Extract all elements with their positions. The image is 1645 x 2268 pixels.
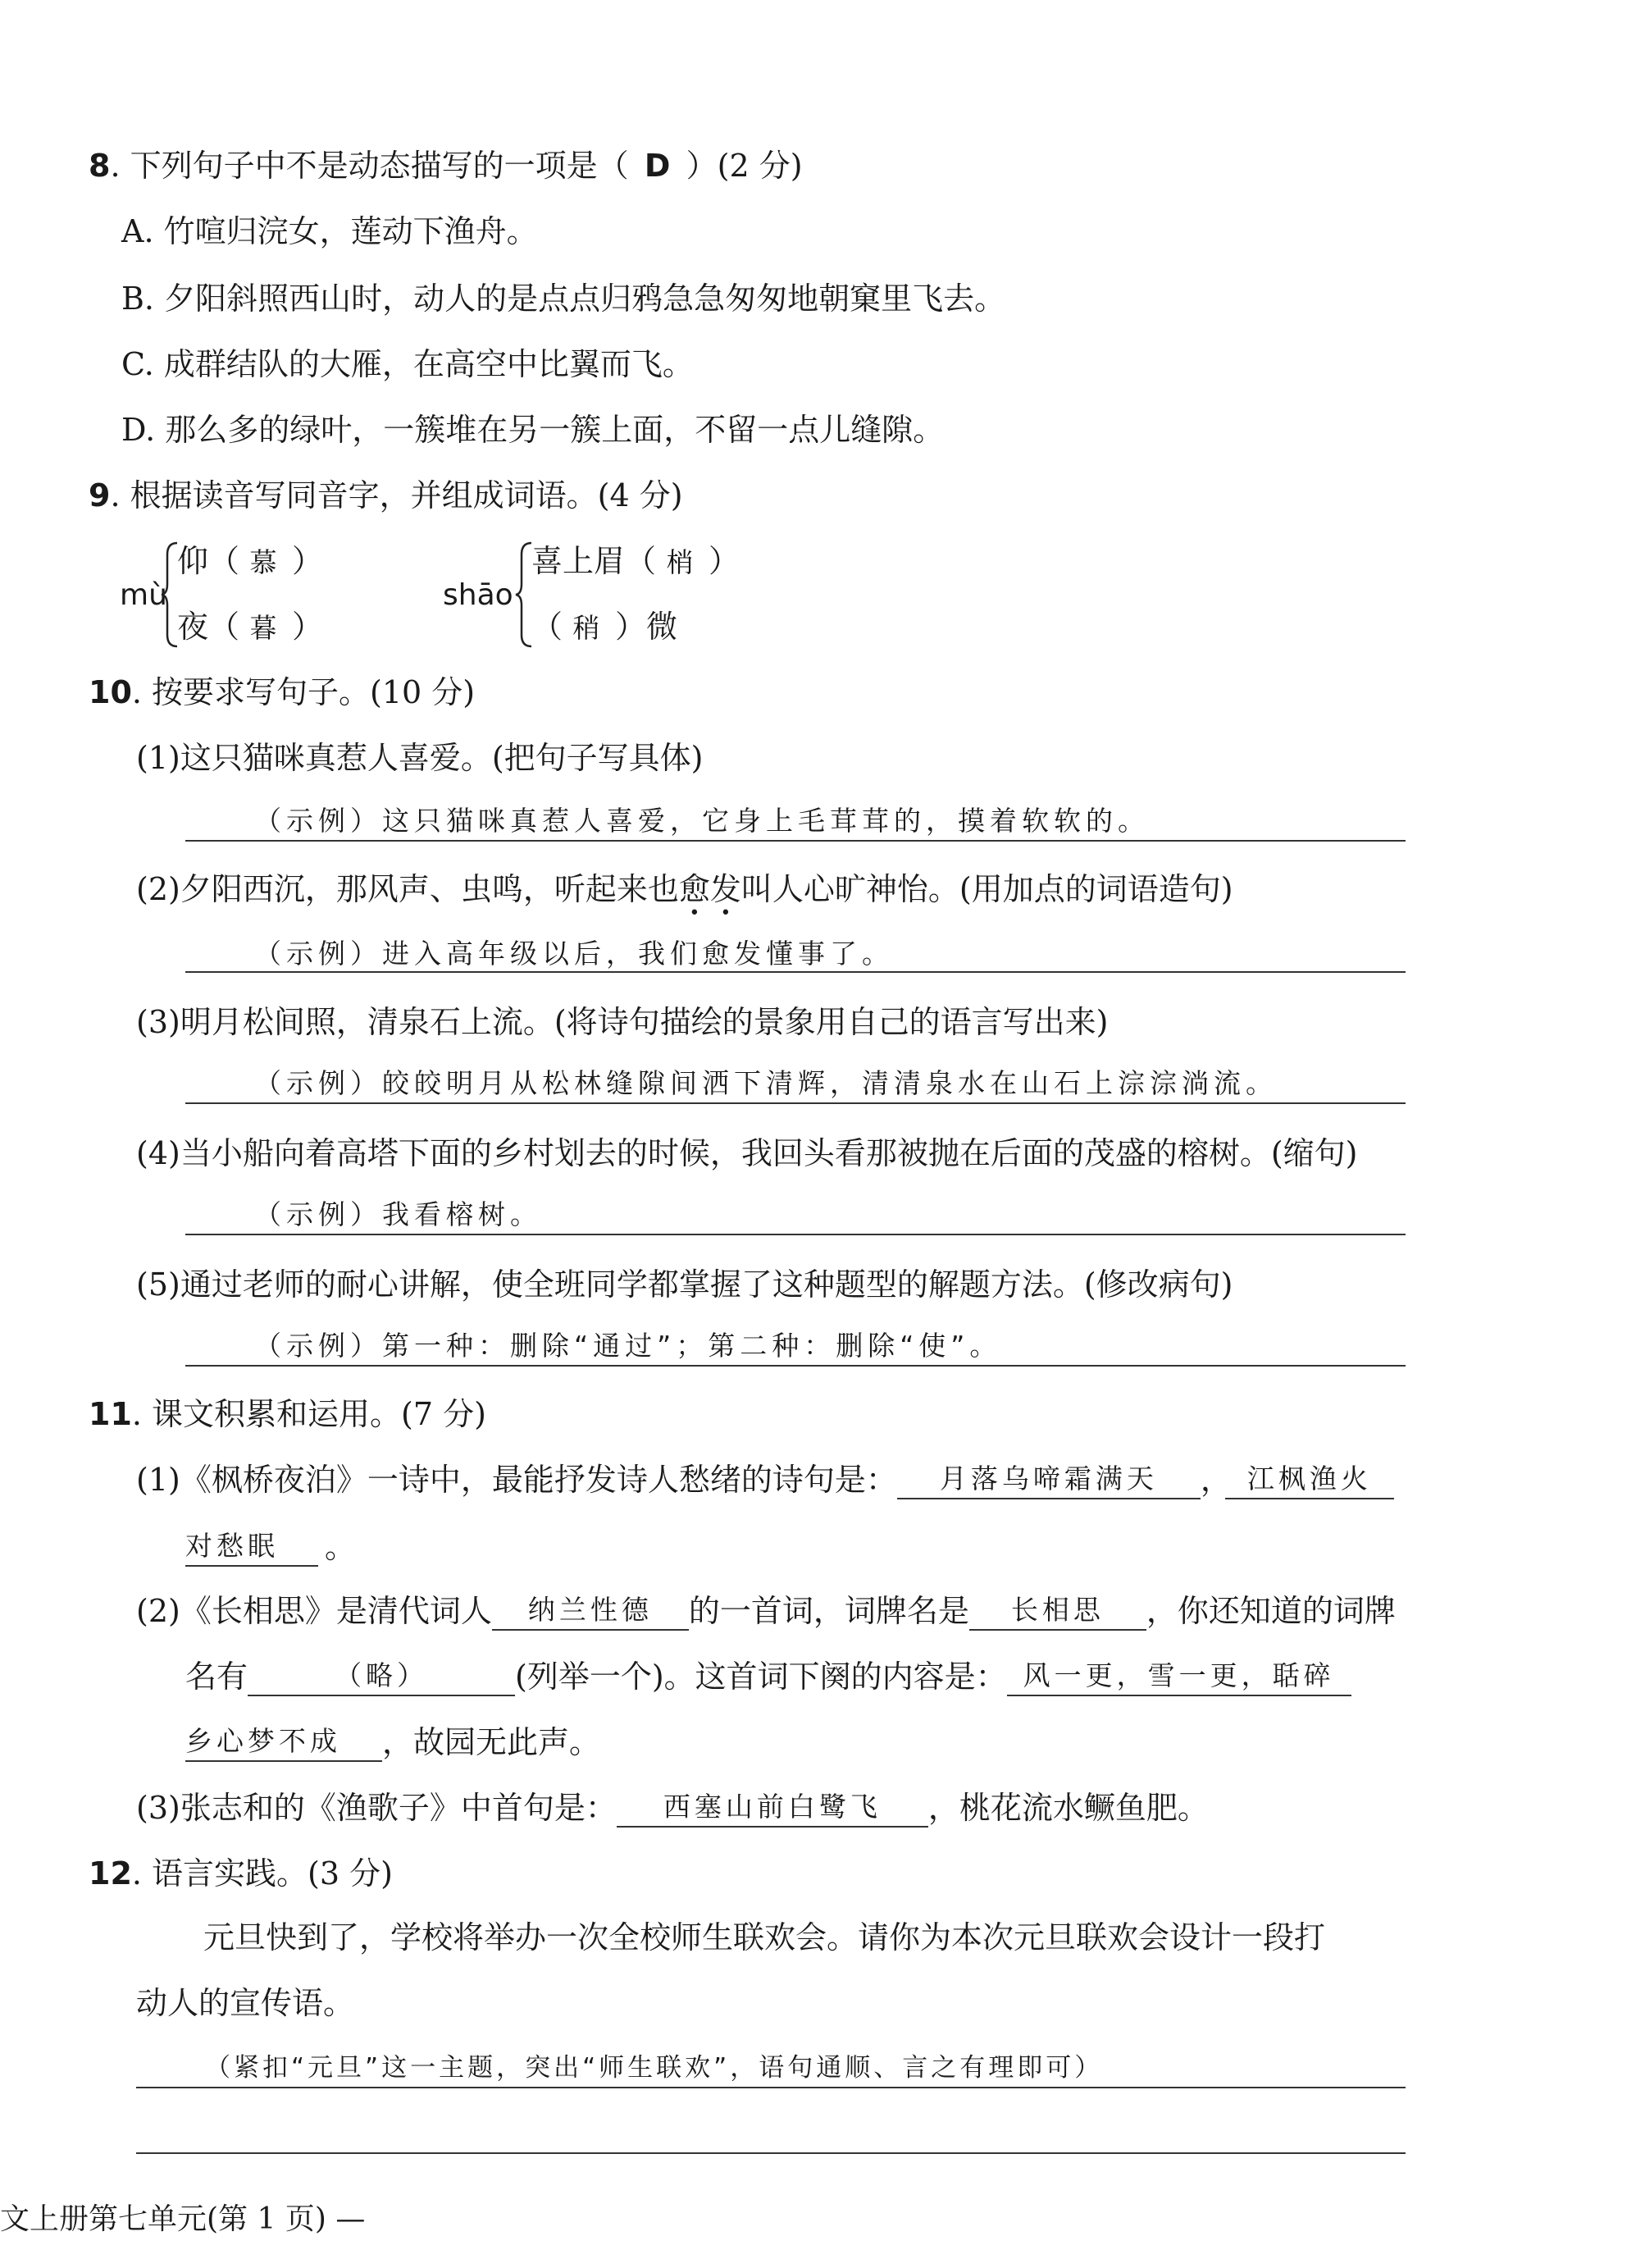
q9-number: 9 (89, 477, 111, 513)
q9-g1-line1: 仰（ 慕 ） (177, 541, 323, 582)
q11-p2-answer-5: 乡心梦不成 (185, 1723, 382, 1762)
q9-brace-1 (161, 541, 179, 648)
q9-g1-line2: 夜（ 暮 ） (177, 607, 323, 648)
q8-number: 8 (89, 148, 111, 184)
q12-rule-1 (136, 2087, 1406, 2088)
q11-p2-cont: 名有 （略） (列举一个)。这首词下阕的内容是： 风一更，雪一更，聒碎 (185, 1657, 1351, 1696)
q12-number: 12 (89, 1855, 132, 1892)
q9-g2-line1: 喜上眉（ 梢 ） (531, 541, 740, 582)
q10-item3-answer: （示例）皎皎明月从松林缝隙间洒下清辉，清清泉水在山石上淙淙淌流。 (254, 1067, 1278, 1099)
q12-answer: （紧扣“元旦”这一主题，突出“师生联欢”，语句通顺、言之有理即可） (205, 2053, 1104, 2083)
q11-p1-answer-3: 对愁眠 (185, 1527, 318, 1567)
q10-stem-text: . 按要求写句子。(10 分) (131, 674, 476, 710)
q10-dotted-char-1: 愈 (678, 871, 710, 907)
q9-g1-ans2: 暮 (249, 612, 282, 644)
q11-number: 11 (89, 1396, 132, 1432)
q11-p2-answer-4: 风一更，雪一更，聒碎 (1007, 1657, 1351, 1696)
q12-body-1: 元旦快到了，学校将举办一次全校师生联欢会。请你为本次元旦联欢会设计一段打 (203, 1919, 1326, 1955)
q10-item3-prompt: (3)明月松间照，清泉石上流。(将诗句描绘的景象用自己的语言写出来) (136, 1004, 1109, 1040)
q10-item2-rule (185, 971, 1406, 973)
q11-stem-text: . 课文积累和运用。(7 分) (131, 1396, 486, 1432)
q9-g1-ans1: 慕 (249, 546, 282, 578)
q9-stem (89, 476, 683, 515)
q10-item4-prompt: (4)当小船向着高塔下面的乡村划去的时候，我回头看那被抛在后面的茂盛的榕树。(缩句) (136, 1135, 1358, 1171)
q8-option-d: D. 那么多的绿叶，一簇堆在另一簇上面，不留一点儿缝隙。 (121, 412, 945, 448)
q9-brace-2 (515, 541, 533, 648)
q11-p1-cont: 对愁眠 。 (185, 1529, 357, 1565)
q8-stem-b: ）(2 分) (686, 148, 803, 184)
q11-p3: (3)张志和的《渔歌子》中首句是： 西塞山前白鹭飞 ，桃花流水鳜鱼肥。 (136, 1790, 1209, 1826)
q12-rule-2 (136, 2152, 1406, 2154)
q11-p1: (1)《枫桥夜泊》一诗中，最能抒发诗人愁绪的诗句是： 月落乌啼霜满天 ， 江枫渔火 (136, 1460, 1394, 1499)
q10-item2-answer: （示例）进入高年级以后，我们愈发懂事了。 (254, 938, 894, 970)
q11-p2-answer-3: （略） (248, 1657, 515, 1696)
q10-item5-rule (185, 1365, 1406, 1367)
q8-option-c: C. 成群结队的大雁，在高空中比翼而飞。 (121, 346, 694, 382)
page-footer: 文上册第七单元(第 1 页) — (0, 2202, 366, 2236)
q10-item1-answer: （示例）这只猫咪真惹人喜爱，它身上毛茸茸的，摸着软软的。 (254, 805, 1150, 837)
q10-item1-rule (185, 840, 1406, 842)
q8-stem-a: . 下列句子中不是动态描写的一项是（ (110, 148, 629, 184)
q10-stem (89, 673, 475, 712)
q9-g2-line2: （ 稍 ）微 (531, 607, 677, 648)
q11-p1-answer-2: 江枫渔火 (1225, 1460, 1394, 1499)
q11-p3-answer: 西塞山前白鹭飞 (617, 1788, 928, 1828)
q10-item1-prompt: (1)这只猫咪真惹人喜爱。(把句子写具体) (136, 740, 704, 776)
q12-stem (89, 1854, 393, 1893)
q12-body-2: 动人的宣传语。 (136, 1985, 355, 2021)
q12-stem-text: . 语言实践。(3 分) (131, 1855, 393, 1892)
q11-p2-cont2: 乡心梦不成 ，故园无此声。 (185, 1724, 601, 1760)
q10-item5-answer: （示例）第一种：删除“通过”；第二种：删除“使”。 (254, 1330, 1002, 1362)
q9-stem-text: . 根据读音写同音字，并组成词语。(4 分) (110, 477, 683, 513)
q9-g2-ans1: 梢 (666, 546, 699, 578)
q8-option-b: B. 夕阳斜照西山时，动人的是点点归鸦急急匆匆地朝窠里飞去。 (121, 281, 1006, 317)
q8-option-a: A. 竹喧归浣女，莲动下渔舟。 (121, 213, 538, 249)
q11-p2: (2)《长相思》是清代词人 纳兰性德 的一首词，词牌名是 长相思 ，你还知道的词牌 (136, 1593, 1396, 1629)
q8-stem (89, 146, 803, 185)
q10-number: 10 (89, 674, 132, 710)
q10-item3-rule (185, 1102, 1406, 1104)
q10-item4-answer: （示例）我看榕树。 (254, 1198, 542, 1230)
q11-p2-answer-1: 纳兰性德 (492, 1591, 689, 1631)
q10-item4-rule (185, 1234, 1406, 1235)
q11-p2-answer-2: 长相思 (969, 1591, 1146, 1631)
q9-pinyin-mu: mù (120, 578, 167, 612)
q8-answer: D (644, 148, 671, 184)
q11-p1-answer-1: 月落乌啼霜满天 (897, 1460, 1201, 1499)
q9-g2-ans2: 稍 (572, 612, 605, 644)
q10-dotted-char-2: 发 (709, 871, 741, 907)
q11-stem (89, 1394, 486, 1434)
q10-item5-prompt: (5)通过老师的耐心讲解，使全班同学都掌握了这种题型的解题方法。(修改病句) (136, 1266, 1233, 1303)
q9-pinyin-shao: shāo (443, 578, 513, 612)
q10-item2-prompt: (2)夕阳西沉，那风声、虫鸣，听起来也愈发叫人心旷神怡。(用加点的词语造句) (136, 871, 1233, 907)
